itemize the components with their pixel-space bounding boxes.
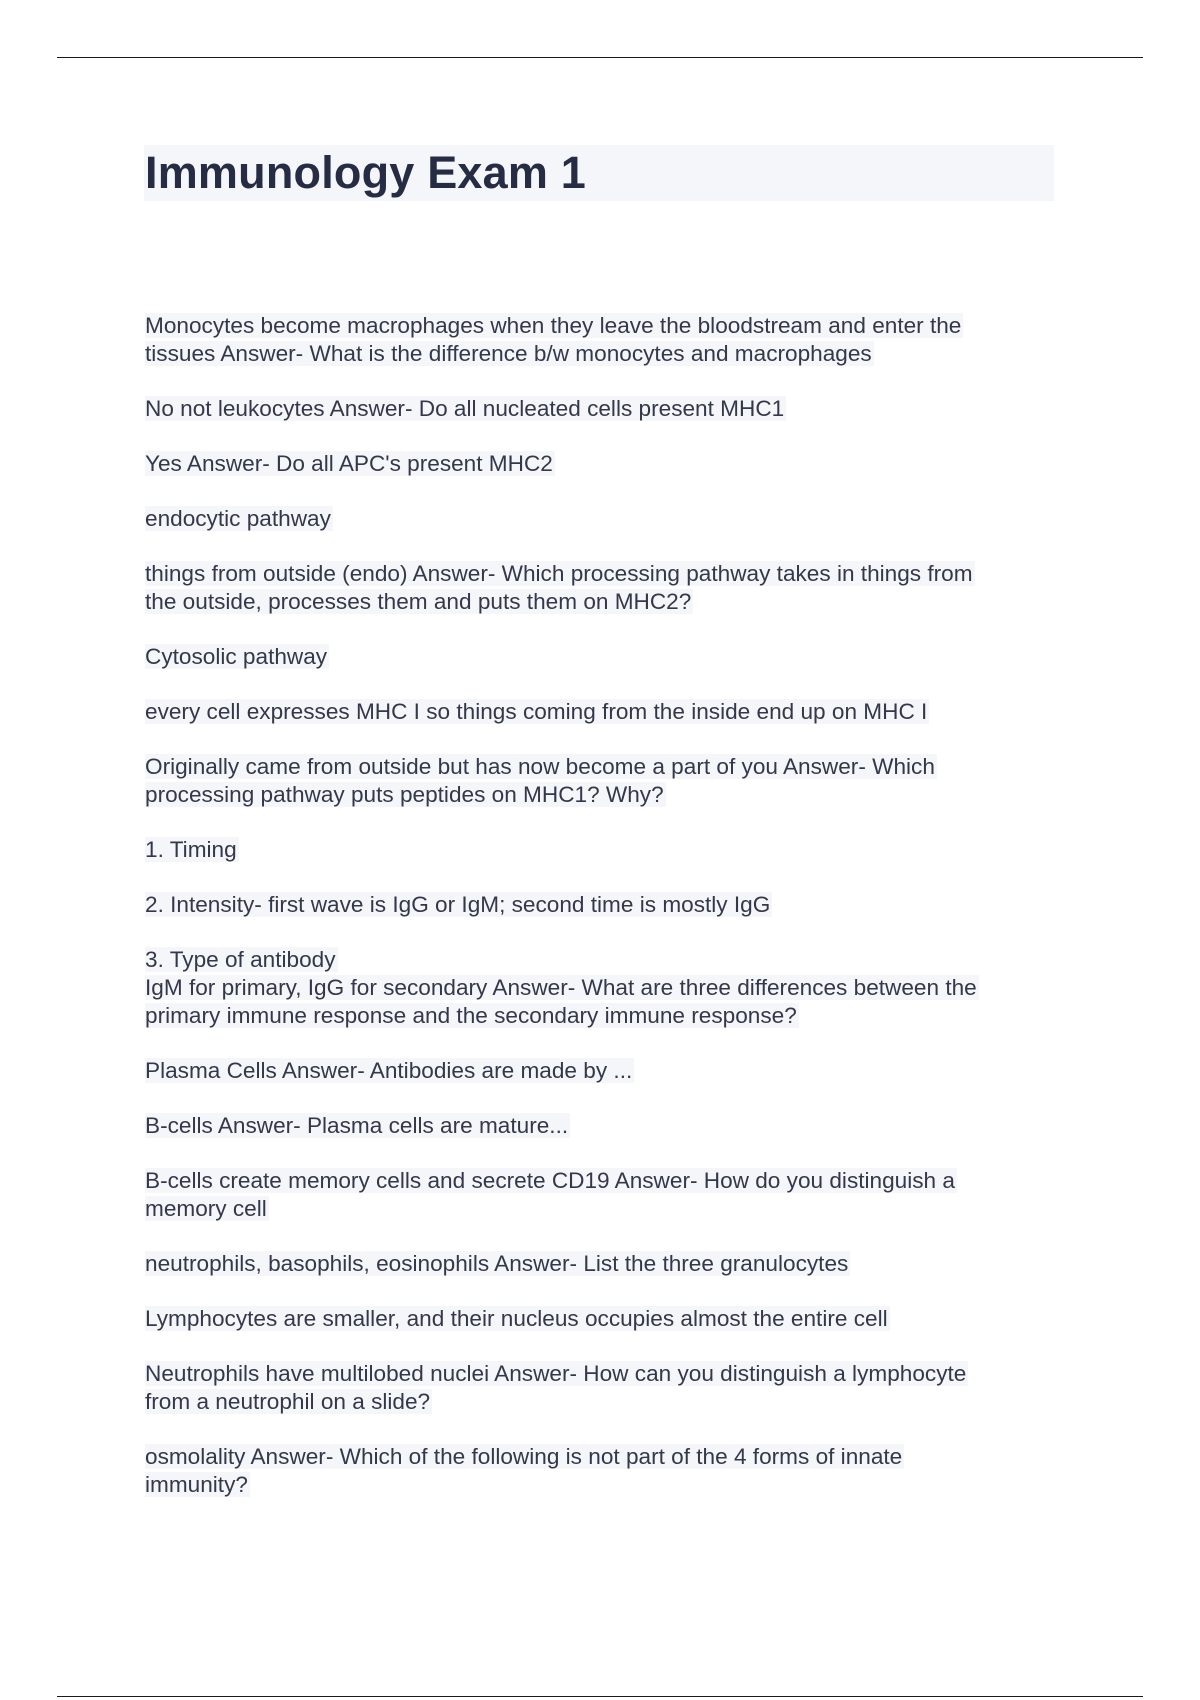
text-line (145, 781, 1065, 809)
text-line (145, 588, 1065, 616)
qa-paragraph (145, 891, 1065, 919)
text-line (145, 560, 1065, 588)
qa-paragraph (145, 1112, 1065, 1140)
text-line-content: Originally came from outside but has now become a part of you Answer- Which (145, 754, 935, 779)
text-line-content: Plasma Cells Answer- Antibodies are made by ... (145, 1058, 633, 1083)
bottom-rule (57, 1696, 1143, 1697)
text-line-content: 3. Type of antibody (145, 947, 336, 972)
text-line (145, 1057, 1065, 1085)
qa-paragraph (145, 1167, 1065, 1223)
qa-paragraph (145, 643, 1065, 671)
text-line-content: tissues Answer- What is the difference b/w monocytes and macrophages (145, 341, 872, 366)
text-line-content: Monocytes become macrophages when they leave the bloodstream and enter the (145, 313, 962, 338)
text-line (145, 1471, 1065, 1499)
qa-paragraph (145, 753, 1065, 809)
text-line (145, 1388, 1065, 1416)
text-line (145, 312, 1065, 340)
text-line (145, 698, 1065, 726)
text-line-content: memory cell (145, 1196, 267, 1221)
document-body (145, 312, 1065, 1526)
text-line-content: IgM for primary, IgG for secondary Answer- What are three differences between the (145, 975, 977, 1000)
qa-paragraph (145, 560, 1065, 616)
qa-paragraph (145, 698, 1065, 726)
text-line (145, 450, 1065, 478)
text-line-content: No not leukocytes Answer- Do all nucleated cells present MHC1 (145, 396, 785, 421)
text-line (145, 1360, 1065, 1388)
text-line (145, 946, 1065, 974)
text-line-content: Lymphocytes are smaller, and their nucleus occupies almost the entire cell (145, 1306, 888, 1331)
qa-paragraph (145, 836, 1065, 864)
qa-paragraph (145, 1360, 1065, 1416)
text-line (145, 340, 1065, 368)
text-line-content: primary immune response and the secondary immune response? (145, 1003, 797, 1028)
qa-paragraph (145, 505, 1065, 533)
text-line (145, 1002, 1065, 1030)
text-line-content: every cell expresses MHC I so things coming from the inside end up on MHC I (145, 699, 928, 724)
text-line-content: neutrophils, basophils, eosinophils Answer- List the three granulocytes (145, 1251, 849, 1276)
text-line (145, 1250, 1065, 1278)
text-line-content: osmolality Answer- Which of the following is not part of the 4 forms of innate (145, 1444, 903, 1469)
qa-paragraph (145, 395, 1065, 423)
text-line (145, 753, 1065, 781)
top-rule (57, 57, 1143, 58)
text-line (145, 1305, 1065, 1333)
text-line-content: the outside, processes them and puts them on MHC2? (145, 589, 692, 614)
text-line-content: things from outside (endo) Answer- Which processing pathway takes in things from (145, 561, 973, 586)
qa-paragraph (145, 1443, 1065, 1499)
text-line (145, 395, 1065, 423)
text-line-content: Cytosolic pathway (145, 644, 328, 669)
text-line-content: Yes Answer- Do all APC's present MHC2 (145, 451, 553, 476)
text-line (145, 1112, 1065, 1140)
text-line-content: B-cells create memory cells and secrete CD19 Answer- How do you distinguish a (145, 1168, 955, 1193)
text-line-content: B-cells Answer- Plasma cells are mature... (145, 1113, 569, 1138)
text-line (145, 1167, 1065, 1195)
text-line-content: 2. Intensity- first wave is IgG or IgM; second time is mostly IgG (145, 892, 771, 917)
qa-paragraph (145, 1057, 1065, 1085)
text-line (145, 891, 1065, 919)
text-line-content: Neutrophils have multilobed nuclei Answer- How can you distinguish a lymphocyte (145, 1361, 967, 1386)
text-line (145, 974, 1065, 1002)
text-line (145, 1443, 1065, 1471)
qa-paragraph (145, 946, 1065, 1030)
qa-paragraph (145, 450, 1065, 478)
text-line (145, 505, 1065, 533)
text-line-content: from a neutrophil on a slide? (145, 1389, 431, 1414)
text-line (145, 1195, 1065, 1223)
text-line-content: 1. Timing (145, 837, 237, 862)
text-line-content: processing pathway puts peptides on MHC1? Why? (145, 782, 664, 807)
document-title: Immunology Exam 1 (145, 147, 587, 198)
text-line (145, 643, 1065, 671)
text-line-content: endocytic pathway (145, 506, 331, 531)
text-line-content: immunity? (145, 1472, 248, 1497)
qa-paragraph (145, 1305, 1065, 1333)
qa-paragraph (145, 1250, 1065, 1278)
text-line (145, 836, 1065, 864)
qa-paragraph (145, 312, 1065, 368)
